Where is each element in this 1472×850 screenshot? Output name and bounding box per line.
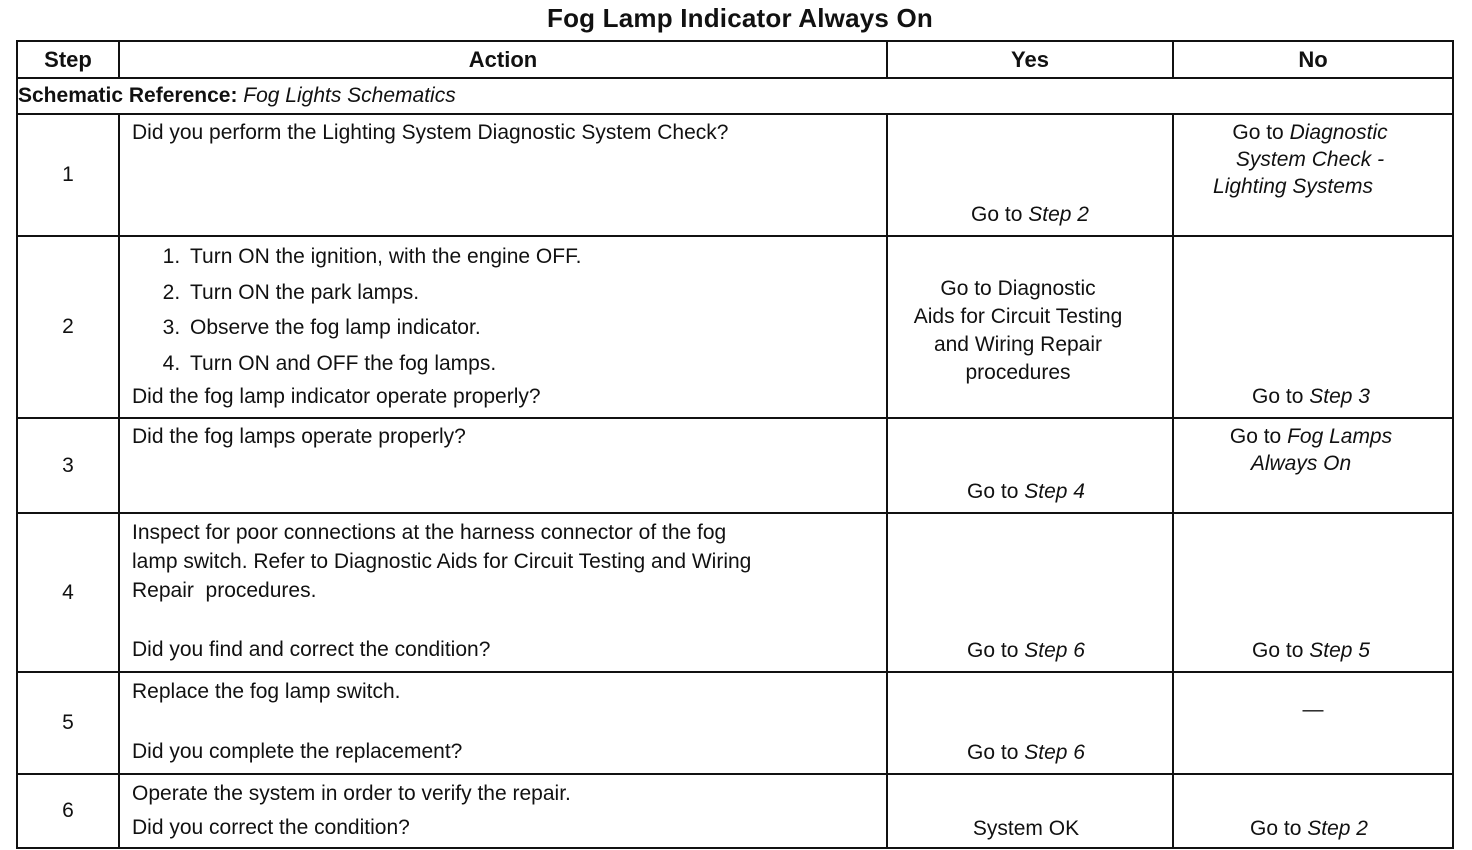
table-row <box>17 774 1453 848</box>
yes-step-link[interactable]: Step 4 <box>1024 480 1085 503</box>
no-cell <box>1173 114 1453 236</box>
step-number: 1 <box>17 114 119 236</box>
action-text: Did you perform the Lighting System Diagnostic System Check? <box>132 121 729 144</box>
yes-instruction <box>888 201 1172 228</box>
page-title: Fog Lamp Indicator Always On <box>546 3 933 33</box>
no-prefix: Go to <box>1250 817 1308 840</box>
yes-step-link[interactable]: Step 2 <box>1028 203 1089 226</box>
action-question: Did you find and correct the condition? <box>132 638 491 661</box>
table-row <box>17 513 1453 672</box>
no-prefix: Go to <box>1232 121 1290 144</box>
table-row <box>17 114 1453 236</box>
schematic-reference-link[interactable]: Fog Lights Schematics <box>243 84 456 107</box>
yes-text-line: and Wiring Repair <box>933 333 1103 357</box>
yes-prefix: Go to <box>967 741 1025 764</box>
table-row <box>17 672 1453 774</box>
no-link[interactable]: Always On <box>1250 452 1352 475</box>
action-cell <box>119 774 887 848</box>
step-number: 5 <box>17 672 119 774</box>
no-cell <box>1173 513 1453 672</box>
yes-cell <box>887 114 1173 236</box>
header-row <box>17 41 1453 78</box>
yes-cell <box>887 418 1173 513</box>
action-text <box>132 518 874 605</box>
action-text-line: Inspect for poor connections at the harness connector of the fog <box>132 521 727 544</box>
action-cell <box>119 513 887 672</box>
no-instruction <box>1170 637 1452 664</box>
no-instruction <box>1166 815 1452 842</box>
list-item: 4. Turn ON and OFF the fog lamps. <box>186 346 886 382</box>
yes-instruction: System OK <box>972 817 1080 840</box>
yes-instruction <box>880 739 1172 766</box>
action-text: Did the fog lamps operate properly? <box>132 425 466 448</box>
schematic-reference-label: Schematic Reference: <box>18 84 238 107</box>
no-prefix: Go to <box>1252 639 1310 662</box>
yes-instruction <box>864 275 1172 387</box>
no-instruction <box>1170 423 1452 477</box>
yes-cell <box>887 513 1173 672</box>
yes-cell <box>887 774 1173 848</box>
no-link[interactable]: System Check - <box>1235 148 1385 171</box>
step-number: 3 <box>17 418 119 513</box>
action-question: Did the fog lamp indicator operate properly? <box>132 385 541 408</box>
no-cell <box>1173 418 1453 513</box>
step-number: 2 <box>17 236 119 418</box>
action-cell <box>119 114 887 236</box>
action-cell <box>119 418 887 513</box>
yes-instruction <box>880 637 1172 664</box>
yes-cell <box>887 672 1173 774</box>
action-cell <box>119 672 887 774</box>
list-item: 3. Observe the fog lamp indicator. <box>186 310 886 346</box>
yes-text-line: Aids for Circuit Testing <box>913 305 1123 329</box>
schematic-reference-row <box>17 78 1453 114</box>
yes-step-link[interactable]: Step 6 <box>1024 639 1085 662</box>
action-question: Did you complete the replacement? <box>132 740 463 763</box>
step-number: 4 <box>17 513 119 672</box>
no-prefix: Go to <box>1252 385 1310 408</box>
no-prefix: Go to <box>1229 425 1288 448</box>
list-item: 1. Turn ON the ignition, with the engine OFF. <box>186 239 886 275</box>
no-dash: — <box>1302 698 1324 722</box>
no-link[interactable]: Diagnostic <box>1289 121 1388 144</box>
yes-instruction <box>880 478 1172 505</box>
header-step: Step <box>17 41 119 78</box>
header-action: Action <box>119 41 887 78</box>
no-step-link[interactable]: Step 3 <box>1309 385 1370 408</box>
no-step-link[interactable]: Step 5 <box>1309 639 1370 662</box>
yes-text-line: procedures <box>965 361 1071 385</box>
no-instruction <box>1168 119 1452 200</box>
no-cell <box>1173 774 1453 848</box>
yes-prefix: Go to <box>967 480 1025 503</box>
action-text-line: lamp switch. Refer to Diagnostic Aids for Circuit Testing and Wiring <box>132 550 752 573</box>
header-no: No <box>1173 41 1453 78</box>
no-step-link[interactable]: Step 2 <box>1307 817 1368 840</box>
list-item: 2. Turn ON the park lamps. <box>186 275 886 311</box>
no-instruction <box>1170 383 1452 410</box>
no-cell <box>1173 236 1453 418</box>
no-cell <box>1173 672 1453 774</box>
no-link[interactable]: Lighting Systems <box>1213 175 1373 198</box>
yes-text-line: Go to Diagnostic <box>940 277 1096 301</box>
header-yes: Yes <box>887 41 1173 78</box>
step-number: 6 <box>17 774 119 848</box>
no-link[interactable]: Fog Lamps <box>1287 425 1393 448</box>
action-text-line: Repair procedures. <box>132 579 317 602</box>
yes-step-link[interactable]: Step 6 <box>1024 741 1085 764</box>
schematic-reference <box>17 78 1453 114</box>
yes-cell <box>887 236 1173 418</box>
yes-prefix: Go to <box>967 639 1025 662</box>
table-row <box>17 236 1453 418</box>
diagnostic-table <box>16 40 1454 849</box>
table-row <box>17 418 1453 513</box>
yes-prefix: Go to <box>971 203 1029 226</box>
action-text: Replace the fog lamp switch. <box>132 680 401 703</box>
action-question: Did you correct the condition? <box>132 816 410 839</box>
action-cell <box>119 236 887 418</box>
action-text: Operate the system in order to verify the repair. <box>132 782 571 805</box>
procedure-list <box>120 239 886 381</box>
